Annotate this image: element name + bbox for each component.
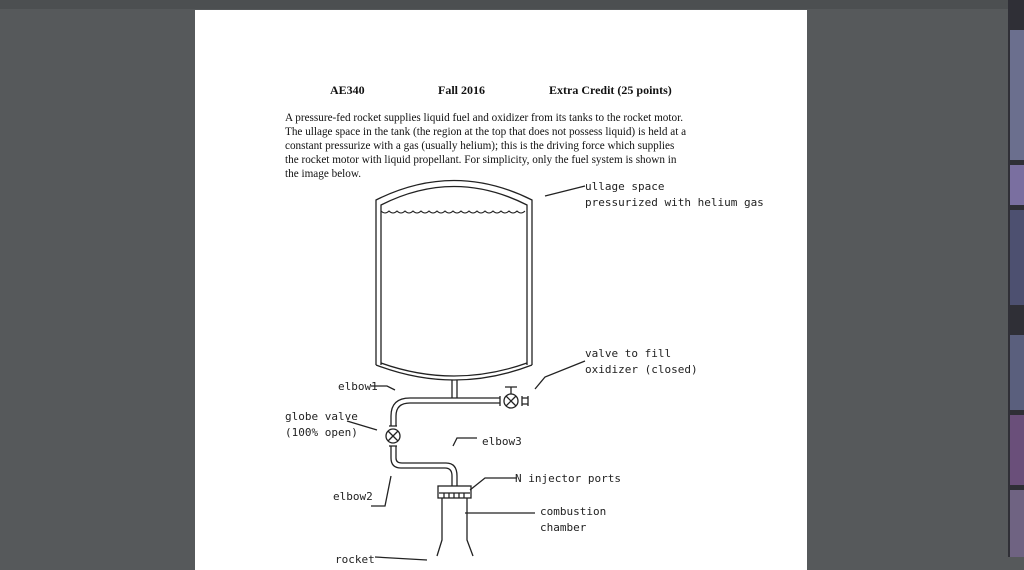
right-thumbnail-strip[interactable] bbox=[1008, 0, 1024, 557]
globe-valve-label-2: (100% open) bbox=[285, 426, 358, 439]
elbow2-label: elbow2 bbox=[333, 490, 373, 503]
diagram-labels bbox=[285, 180, 764, 566]
rocket-label: rocket bbox=[335, 553, 375, 566]
paragraph-line: the rocket motor with liquid propellant. For simplicity, only the fuel system is shown in bbox=[285, 154, 677, 166]
tank-outlet-pipe bbox=[452, 380, 457, 398]
paragraph-line: constant pressurize with a gas (usually helium); this is the driving force which supplies bbox=[285, 140, 675, 152]
paragraph-line: The ullage space in the tank (the region at the top that does not possess liquid) is held at a bbox=[285, 126, 687, 138]
paragraph-line: A pressure-fed rocket supplies liquid fuel and oxidizer from its tanks to the rocket motor. bbox=[285, 112, 683, 124]
valve-label: valve to fill bbox=[585, 347, 672, 360]
ullage-label: ullage space bbox=[585, 180, 665, 193]
paragraph-line: the image below. bbox=[285, 168, 362, 180]
document-page bbox=[195, 10, 807, 570]
thumbnail[interactable] bbox=[1010, 415, 1024, 485]
elbow3-label: elbow3 bbox=[482, 435, 522, 448]
assignment-title: Extra Credit (25 points) bbox=[549, 83, 672, 97]
combustion-label: combustion bbox=[540, 505, 607, 518]
injector-label: N injector ports bbox=[515, 472, 621, 485]
main-feed-pipe bbox=[410, 398, 500, 403]
tank-bottom bbox=[376, 365, 532, 380]
valve-stem bbox=[505, 387, 517, 394]
tank-outer bbox=[376, 181, 532, 366]
valve-label-2: oxidizer (closed) bbox=[585, 363, 698, 376]
elbow1-pipe bbox=[391, 398, 410, 426]
course-code: AE340 bbox=[330, 83, 365, 97]
globe-valve-label: globe valve bbox=[285, 410, 358, 423]
thumbnail[interactable] bbox=[1010, 165, 1024, 205]
fuel-system-diagram bbox=[195, 10, 807, 570]
combustion-chamber bbox=[437, 498, 473, 556]
thumbnail[interactable] bbox=[1010, 490, 1024, 557]
elbow2-pipe bbox=[391, 458, 457, 486]
term: Fall 2016 bbox=[438, 83, 485, 97]
viewer-top-bar bbox=[0, 0, 1024, 9]
thumbnail[interactable] bbox=[1010, 30, 1024, 160]
elbow1-label: elbow1 bbox=[338, 380, 378, 393]
liquid-surface bbox=[381, 211, 525, 213]
ullage-label-2: pressurized with helium gas bbox=[585, 196, 764, 209]
thumbnail[interactable] bbox=[1010, 210, 1024, 305]
thumbnail[interactable] bbox=[1010, 335, 1024, 410]
combustion-label-2: chamber bbox=[540, 521, 587, 534]
